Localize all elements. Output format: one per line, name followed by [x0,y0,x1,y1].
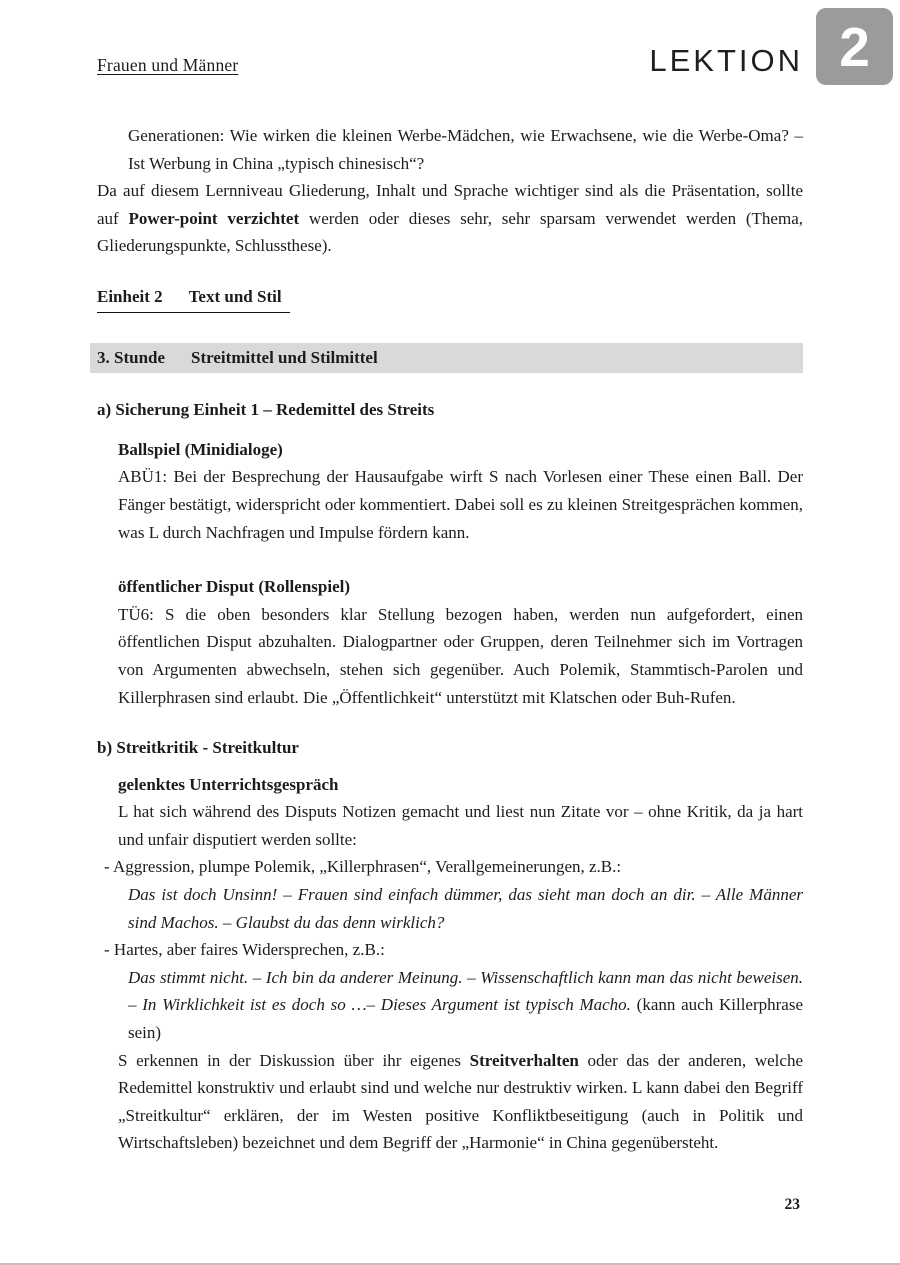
bullet-aggression: - Aggression, plumpe Polemik, „Killerphrasen“, Verallgemeinerungen, z.B.: [104,857,622,877]
bullet-widersprechen: - Hartes, aber faires Widersprechen, z.B.: [104,940,385,960]
einheit-heading [97,283,803,313]
stunde-heading-bar [90,343,803,374]
stunde-label: 3. Stunde [97,347,166,367]
stunde-title: Streitmittel und Stilmittel [191,347,378,367]
quote-normal-text: (kann auch Killerphrase sein) [128,995,803,1043]
section-b-heading: b) Streitkritik - Streitkultur [97,738,299,758]
paragraph-bold-text: Streitverhalten [469,1050,579,1070]
page-number: 23 [784,1196,800,1213]
quote-aggression: Das ist doch Unsinn! – Frauen sind einfach dümmer, das sieht man doch an dir. – Alle Männer sind Machos. – Glaubst du das denn wirklich? [128,885,803,932]
running-title: Frauen und Männer [97,55,239,75]
disput-subheading: öffentlicher Disput (Rollenspiel) [118,577,351,597]
ballspiel-subheading: Ballspiel (Minidialoge) [118,439,283,459]
einheit-heading-underline [97,283,290,313]
paragraph-text: oder das der anderen, welche Redemittel konstruktiv und erlaubt sind und welche nur destruktiv wirken. L kann dabei den Begriff „Streitkultur“ erklären, der im Westen positive Konfliktbeseitigung (auch in Politik und Wirtschaftsleben) bezeichnet und dem Begriff der „Harmonie“ in China gegenübersteht. [118,1050,803,1153]
page-header [97,45,803,76]
paragraph-bold-text: Power-point verzichtet [128,208,300,228]
einheit-title: Text und Stil [188,286,282,306]
lektion-label: LEKTION [649,43,803,78]
paragraph-text: Da auf diesem Lernniveau Gliederung, Inhalt und Sprache wichtiger sind als die Präsentation, sollte auf [97,181,803,228]
einheit-label: Einheit 2 [97,286,163,306]
gespraech-subheading: gelenktes Unterrichtsgespräch [118,774,339,794]
paragraph-text: S erkennen in der Diskussion über ihr eigenes [118,1050,470,1070]
ballspiel-paragraph: ABÜ1: Bei der Besprechung der Hausaufgabe wirft S nach Vorlesen einer These einen Ball. Der Fänger bestätigt, widerspricht oder kommentiert. Dabei soll es zu kleinen Streitgesprächen kommen, was L durch Nachfragen und Impulse fördern kann. [118,467,803,542]
lektion-number-badge: 2 [816,8,893,85]
intro-powerpoint-paragraph [97,177,803,260]
paragraph-text: werden oder dieses sehr, sehr sparsam verwendet werden (Thema, Gliederungspunkte, Schlussthese). [97,208,803,256]
intro-generationen-paragraph: Generationen: Wie wirken die kleinen Werbe-Mädchen, wie Erwachsene, wie die Werbe-Oma? – Ist Werbung in China „typisch chinesisch“? [128,126,803,173]
quote-italic-text: Das stimmt nicht. – Ich bin da anderer Meinung. – Wissenschaftlich kann man das nicht beweisen. – In Wirklichkeit ist es doch so …– Dieses Argument ist typisch Macho. [128,967,803,1015]
quote-widersprechen [128,964,803,1047]
closing-paragraph [118,1047,803,1157]
section-a-heading: a) Sicherung Einheit 1 – Redemittel des Streits [97,400,435,420]
disput-paragraph: TÜ6: S die oben besonders klar Stellung bezogen haben, werden nun aufgefordert, einen öffentlichen Disput abzuhalten. Dialogpartner oder Gruppen, deren Teilnehmer sich im Vortragen von Argumenten abwechseln, stehen sich gegenüber. Auch Polemik, Stammtisch-Parolen und Killerphrasen sind erlaubt. Die „Öffentlichkeit“ unterstützt mit Klatschen oder Buh-Rufen. [118,604,803,707]
gespraech-intro-paragraph: L hat sich während des Disputs Notizen gemacht und liest nun Zitate vor – ohne Kritik, da ja hart und unfair disputiert werden sollte: [118,802,803,849]
